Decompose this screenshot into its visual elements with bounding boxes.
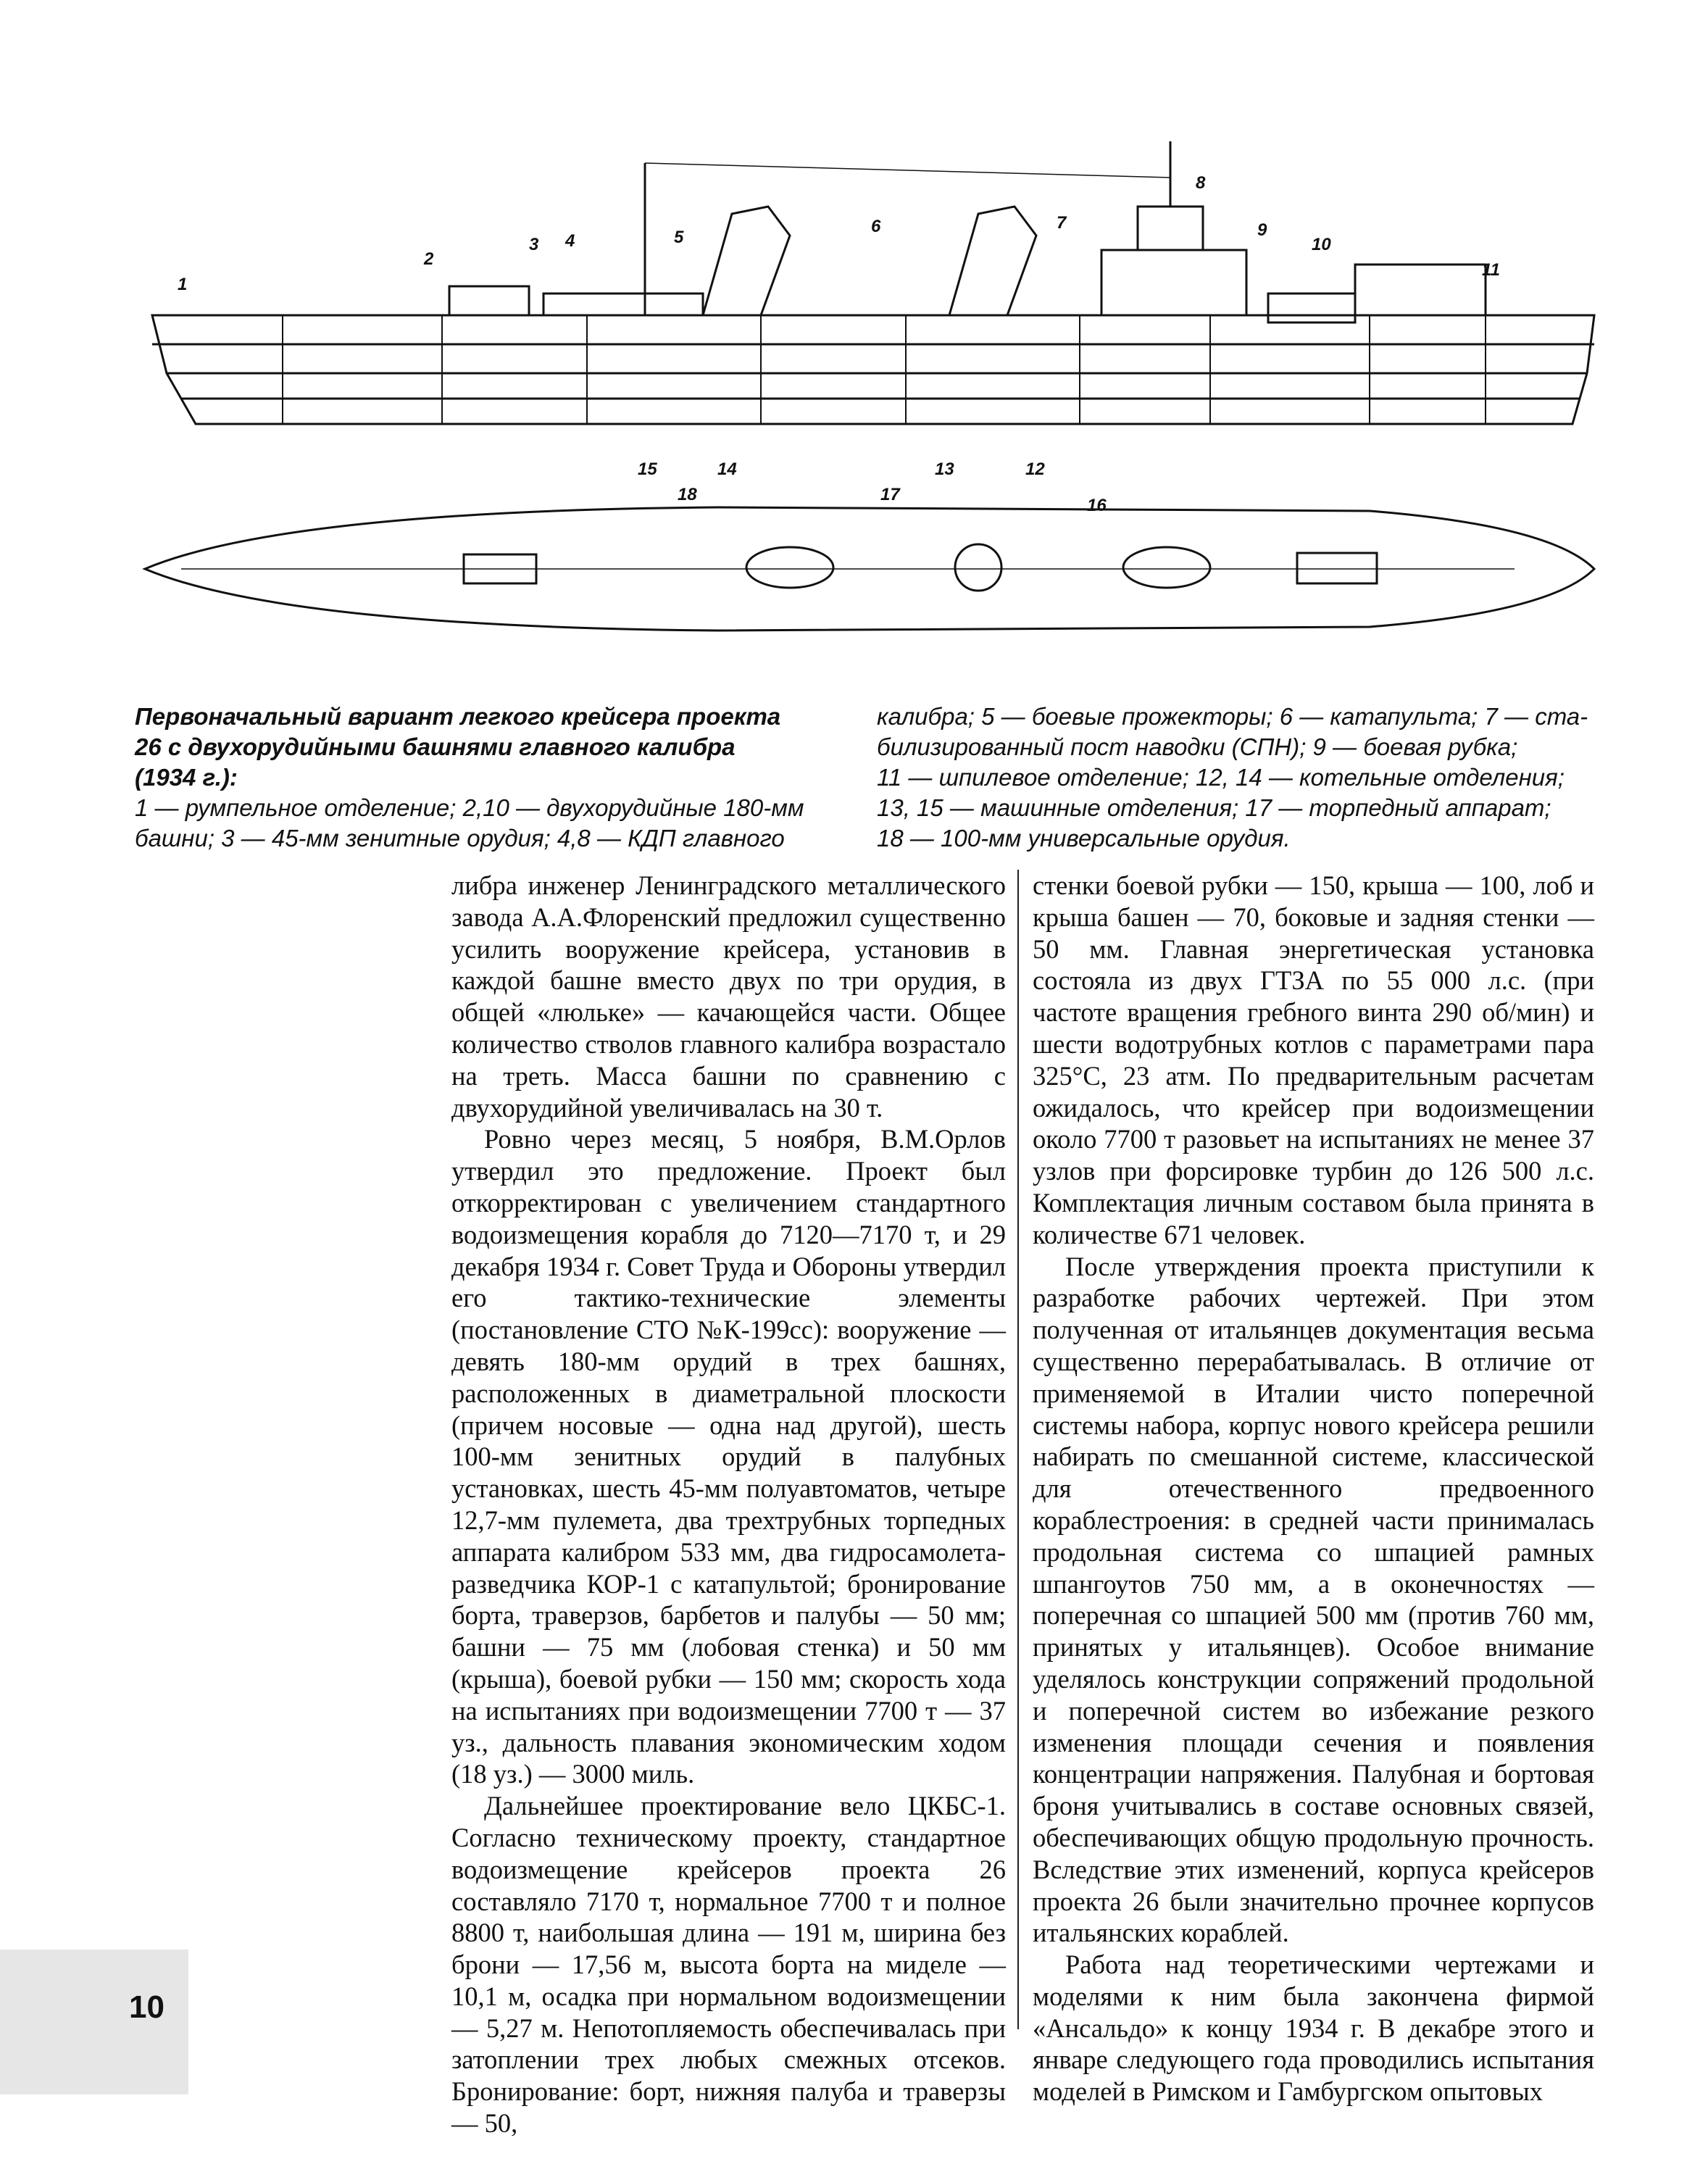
label-1: 1	[178, 275, 188, 294]
label-4: 4	[565, 231, 575, 251]
text-column-left	[451, 870, 1006, 2139]
paragraph: Ровно через месяц, 5 ноября, В.М.Орлов утвердил это предложение. Проект был откорректирован с увеличением стандартного водоизмещения корабля до 7120—7170 т, и 29 декабря 1934 г. Совет Труда и Обороны утвердил его тактико-технические элементы (постановление СТО №К-199сс): вооружение — девять 180-мм орудий в трех башнях, расположенных в диаметральной плоскости (причем носовые — одна над другой), шесть 100-мм зенитных орудий в палубных установках, шесть 45-мм полуавтоматов, четыре 12,7-мм пулемета, два трехтрубных торпедных аппарата калибром 533 мм, два гидросамолета-разведчика КОР-1 с катапультой; бронирование борта, траверзов, барбетов и палубы — 50 мм; башни — 75 мм (лобовая стенка) и 50 мм (крыша), боевой рубки — 150 мм; скорость хода на испытаниях при водоизмещении 7700 т — 37 уз., дальность плавания экономическим ходом (18 уз.) — 3000 миль.	[451, 1124, 1006, 1789]
caption-line: 11 — шпилевое отделение; 12, 14 — котельные отделения;	[877, 764, 1565, 791]
label-14: 14	[717, 459, 737, 479]
paragraph: После утверждения проекта приступили к разработке рабочих чертежей. При этом полученная от итальянцев документация весьма существенно перерабатывалась. В отличие от применяемой в Италии чисто поперечной системы набора, корпус нового крейсера решили набирать по смешанной системе, классической для отечественного предвоенного кораблестроения: в средней части принималась продольная система со шпацией рамных шпангоутов 750 мм, а в оконечностях — поперечная со шпацией 500 мм (против 760 мм, принятых у итальянцев). Особое внимание уделялось конструкции сопряжений продольной и поперечной систем во избежание резкого изменения площади сечения и появления концентрации напряжения. Палубная и бортовая броня учитывались в составе основных связей, обеспечивающих общую продольную прочность. Вследствие этих изменений, корпуса крейсеров проекта 26 были значительно прочнее корпусов итальянских кораблей.	[1033, 1251, 1594, 1948]
caption-title-line: (1934 г.):	[135, 764, 238, 791]
caption-line: калибра; 5 — боевые прожекторы; 6 — катапульта; 7 — ста-	[877, 703, 1588, 730]
label-10: 10	[1312, 235, 1331, 254]
caption-line: 13, 15 — машинные отделения; 17 — торпедный аппарат;	[877, 794, 1551, 821]
label-3: 3	[529, 235, 539, 254]
label-17: 17	[880, 485, 900, 504]
paragraph: Дальнейшее проектирование вело ЦКБС-1. Согласно техническому проекту, стандартное водоизмещение крейсеров проекта 26 составляло 7170 т, нормальное 7700 т и полное 8800 т, наибольшая длина — 191 м, ширина без брони — 17,56 м, высота борта на миделе — 10,1 м, осадка при нормальном водоизмещении — 5,27 м. Непотопляемость обеспечивалась при затоплении трех любых смежных отсеков. Бронирование: борт, нижняя палуба и траверзы — 50,	[451, 1791, 1006, 2139]
caption-line: башни; 3 — 45-мм зенитные орудия; 4,8 — КДП главного	[135, 825, 785, 852]
cruiser-schematic	[138, 134, 1601, 685]
caption-line: 18 — 100-мм универсальные орудия.	[877, 825, 1291, 852]
caption-title-line: 26 с двухорудийными башнями главного калибра	[135, 733, 736, 760]
label-13: 13	[935, 459, 954, 479]
text-column-right	[1033, 870, 1594, 2107]
label-15: 15	[638, 459, 657, 479]
ship-drawing	[138, 134, 1601, 685]
paragraph: стенки боевой рубки — 150, крыша — 100, лоб и крыша башен — 70, боковые и задняя стенки — 50 мм. Главная энергетическая установка состояла из двух ГТЗА по 55 000 л.с. (при частоте вращения гребного винта 290 об/мин) и шести водотрубных котлов с параметрами пара 325°С, 23 атм. По предварительным расчетам ожидалось, что крейсер при водоизмещении около 7700 т разовьет на испытаниях не менее 37 узлов при форсировке турбин до 126 500 л.с. Комплектация личным составом была принята в количестве 671 человек.	[1033, 870, 1594, 1249]
paragraph: Работа над теоретическими чертежами и моделями к ним была закончена фирмой «Ансальдо» к концу 1934 г. В декабре этого и январе следующего года проводились испытания моделей в Римском и Гамбургском опытовых	[1033, 1950, 1594, 2107]
caption-title	[135, 702, 859, 793]
figure-caption-right	[877, 702, 1594, 854]
column-divider	[1017, 870, 1019, 2029]
label-9: 9	[1257, 220, 1267, 240]
label-18: 18	[678, 485, 697, 504]
catapult-aft	[703, 207, 790, 315]
label-5: 5	[674, 228, 684, 247]
caption-line: 1 — румпельное отделение; 2,10 — двухорудийные 180-мм	[135, 794, 804, 821]
label-11: 11	[1482, 260, 1500, 280]
label-7: 7	[1057, 213, 1067, 233]
label-16: 16	[1087, 496, 1107, 515]
label-12: 12	[1025, 459, 1045, 479]
hull-side	[152, 315, 1594, 424]
turret-2	[449, 286, 529, 315]
caption-line: билизированный пост наводки (СПН); 9 — боевая рубка;	[877, 733, 1518, 760]
label-6: 6	[871, 217, 881, 236]
catapult-fwd	[949, 207, 1036, 315]
caption-title-line: Первоначальный вариант легкого крейсера проекта	[135, 703, 781, 730]
turret-10	[1268, 294, 1355, 323]
paragraph: либра инженер Ленинградского металлического завода А.А.Флоренский предложил существенно усилить вооружение крейсера, установив в каждой башне вместо двух по три орудия, в общей «люльке» — качающейся части. Общее количество стволов главного калибра возрастало на треть. Масса башни по сравнению с двухорудийной увеличивалась на 30 т.	[451, 870, 1006, 1123]
figure-caption-left	[135, 702, 859, 854]
label-2: 2	[424, 249, 434, 269]
label-8: 8	[1196, 173, 1206, 193]
page-number: 10	[129, 1989, 164, 2025]
